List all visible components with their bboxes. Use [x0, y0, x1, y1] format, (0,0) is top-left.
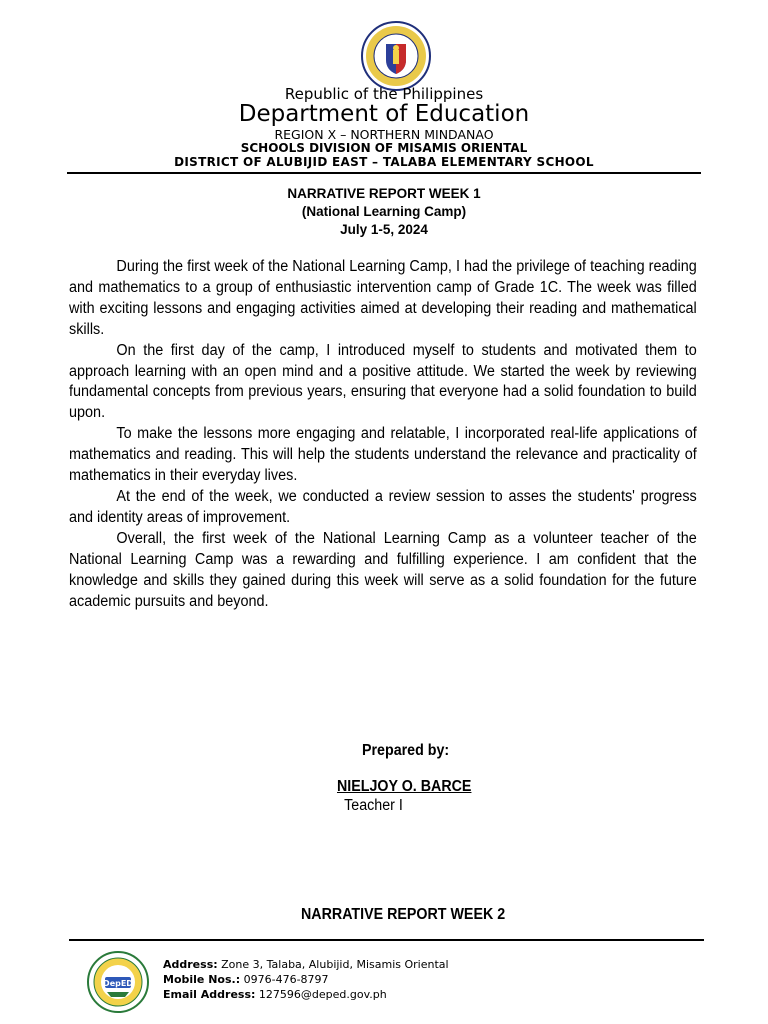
report-body	[69, 257, 697, 612]
report-subtitle: (National Learning Camp)	[301, 204, 467, 219]
footer-divider	[69, 939, 704, 941]
deped-seal-logo	[360, 20, 432, 92]
footer-email: Email Address: 127596@deped.gov.ph	[163, 988, 387, 1001]
logo-mark: DepED	[103, 979, 133, 988]
paragraph: At the end of the week, we conducted a review session to asses the students' progress and identity areas of improvement.	[69, 487, 697, 526]
department-heading: Department of Education	[238, 101, 530, 127]
paragraph: During the first week of the National Learning Camp, I had the privilege of teaching reading and mathematics to a group of enthusiastic intervention camp of Grade 1C. The week was filled with exciting lessons and engaging activities aimed at developing their reading and mathematical skills.	[69, 258, 697, 338]
signatory-position: Teacher I	[344, 797, 403, 814]
region-heading: REGION X – NORTHERN MINDANAO	[274, 127, 494, 142]
republic-heading: Republic of the Philippines	[284, 85, 484, 103]
signatory-name: NIELJOY O. BARCE	[337, 778, 472, 795]
prepared-by-label: Prepared by:	[362, 742, 450, 759]
school-logo	[87, 951, 149, 1013]
paragraph: On the first day of the camp, I introduced myself to students and motivated them to approach learning with an open mind and a positive attitude. We started the week by reviewing fundamental concepts from previous years, ensuring that everyone had a solid foundation to build upon.	[69, 341, 697, 422]
footer-mobile: Mobile Nos.: 0976-476-8797	[163, 973, 329, 986]
header-divider	[67, 172, 701, 174]
footer-address: Address: Zone 3, Talaba, Alubijid, Misamis Oriental	[163, 958, 449, 971]
report-title: NARRATIVE REPORT WEEK 1	[287, 186, 481, 201]
paragraph: To make the lessons more engaging and relatable, I incorporated real-life applications of mathematics and reading. This will help the students understand the relevance and practicality of mathematics in their everyday lives.	[69, 425, 697, 485]
next-section-heading: NARRATIVE REPORT WEEK 2	[301, 906, 506, 923]
paragraph: Overall, the first week of the National Learning Camp as a volunteer teacher of the National Learning Camp was a rewarding and fulfilling experience. I am confident that the knowledge and skills they gained during this week will serve as a solid foundation for the future academic pursuits and beyond.	[69, 529, 697, 610]
district-heading: DISTRICT OF ALUBIJID EAST – TALABA ELEMENTARY SCHOOL	[174, 155, 594, 169]
division-heading: SCHOOLS DIVISION OF MISAMIS ORIENTAL	[240, 141, 528, 155]
report-date: July 1-5, 2024	[340, 222, 428, 237]
